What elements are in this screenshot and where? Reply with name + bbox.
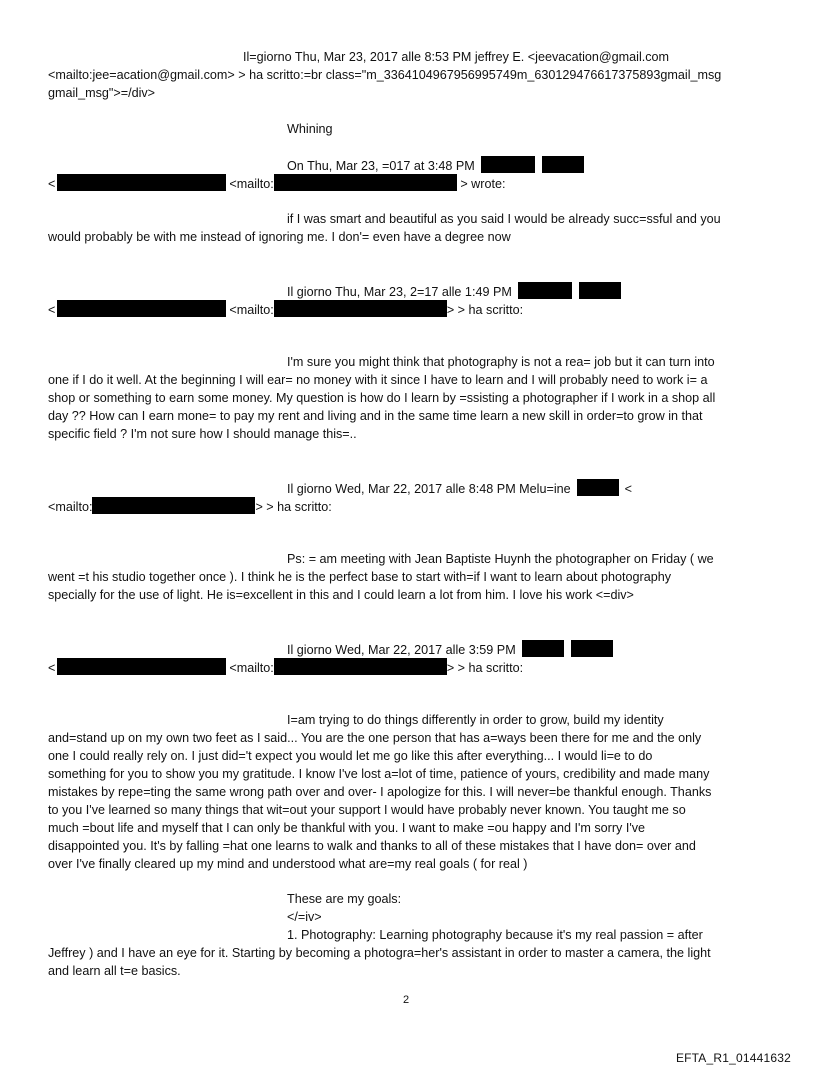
bates-number: EFTA_R1_01441632 [675,1051,791,1065]
redaction-block [522,640,564,657]
paragraph-5-line: to you I've learned so many things that wit=out your support I would have probably never known. You taught me so [48,803,686,817]
paragraph-5-line: mistakes by repe=ting the same wrong path over and over- I apologize for this. I will never=be thankful enough. Thanks [48,785,712,799]
redaction-block [57,174,226,191]
quote-header-3: Il giorno Thu, Mar 23, 2=17 alle 1:49 PM [287,282,621,301]
quote-header-4-cont: <mailto: > > ha scritto: [48,497,332,516]
html-fragment: </=iv> [287,910,322,924]
quote-header-3-cont: < <mailto: > > ha scritto: [48,300,523,319]
paragraph-3-line: day ?? How can I earn mone= to pay my rent and living and in the same time learn a new skill in order=to grow in that [48,409,703,423]
redaction-block [518,282,572,299]
quote-header-2: On Thu, Mar 23, =017 at 3:48 PM [287,156,584,175]
quote-header-5: Il giorno Wed, Mar 22, 2017 alle 3:59 PM [287,640,613,659]
paragraph-2-line: would probably be with me instead of ignoring me. I don'= even have a degree now [48,230,511,244]
paragraph-4-line: went =t his studio together once ). I think he is the perfect base to start with=if I want to learn about photography [48,570,672,584]
paragraph-3-line: I'm sure you might think that photography is not a rea= job but it can turn into [287,355,715,369]
paragraph-2-line: if I was smart and beautiful as you said I would be already succ=ssful and you [287,212,721,226]
quote-header-4: Il giorno Wed, Mar 22, 2017 alle 8:48 PM Melu=ine < [287,479,632,498]
paragraph-5-line: much =bout life and myself that I can only be thankful with you. I want to make =ou happy and I'm sorry I've [48,821,646,835]
paragraph-6-line: and learn all t=e basics. [48,964,181,978]
redaction-block [542,156,584,173]
redaction-block [571,640,613,657]
paragraph-6-line: Jeffrey ) and I have an eye for it. Starting by becoming a photogra=her's assistant in order to master a camera, the light [48,946,711,960]
page-number: 2 [403,994,410,1006]
reply-text: Whining [287,122,333,136]
redaction-block [274,300,447,317]
paragraph-5-line: one I could really rely on. I just did='t expect you would let me go like this after everything... I would li=e to do [48,749,653,763]
redaction-block [274,174,457,191]
paragraph-4-line: Ps: = am meeting with Jean Baptiste Huynh the photographer on Friday ( we [287,552,714,566]
redaction-block [481,156,535,173]
redaction-block [92,497,255,514]
quote-header-1-cont: <mailto:jee=acation@gmail.com> > ha scritto:=br class="m_3364104967956995749m_630129476617375893gmail_msg [48,68,722,82]
quote-header-1-end: gmail_msg">=/div> [48,86,156,100]
redaction-block [579,282,621,299]
redaction-block [274,658,447,675]
goals-heading: These are my goals: [287,892,402,906]
redaction-block [57,300,226,317]
paragraph-6-line: 1. Photography: Learning photography because it's my real passion = after [287,928,703,942]
paragraph-3-line: one if I do it well. At the beginning I will ear= no money with it since I have to learn and I will probably need to work i= a [48,373,708,387]
paragraph-5-line: and=stand up on my own two feet as I said... You are the one person that has a=ways been there for me and the only [48,731,702,745]
quote-header-1: Il=giorno Thu, Mar 23, 2017 alle 8:53 PM jeffrey E. <jeevacation@gmail.com [243,50,670,64]
paragraph-4-line: specially for the use of light. He is=excellent in this and I could learn a lot from him. I love his work <=div> [48,588,634,602]
paragraph-3-line: specific field ? I'm not sure how I should manage this=.. [48,427,357,441]
paragraph-5-line: I=am trying to do things differently in order to grow, build my identity [287,713,664,727]
paragraph-5-line: disappointed you. It's by falling =hat one learns to walk and thanks to all of these mistakes that I have don= over and [48,839,696,853]
quote-header-2-cont: < <mailto: > wrote: [48,174,505,193]
redaction-block [57,658,226,675]
quote-header-5-cont: < <mailto: > > ha scritto: [48,658,523,677]
paragraph-3-line: shop or something to earn some money. My question is how do I learn by =ssisting a photographer if I work in a shop all [48,391,716,405]
paragraph-5-line: something for you to show you my gratitude. I know I've lost a=lot of time, patience of yours, credibility and made many [48,767,710,781]
paragraph-5-line: over I've finally cleared up my mind and understood what are=my real goals ( for real ) [48,857,528,871]
redaction-block [577,479,619,496]
